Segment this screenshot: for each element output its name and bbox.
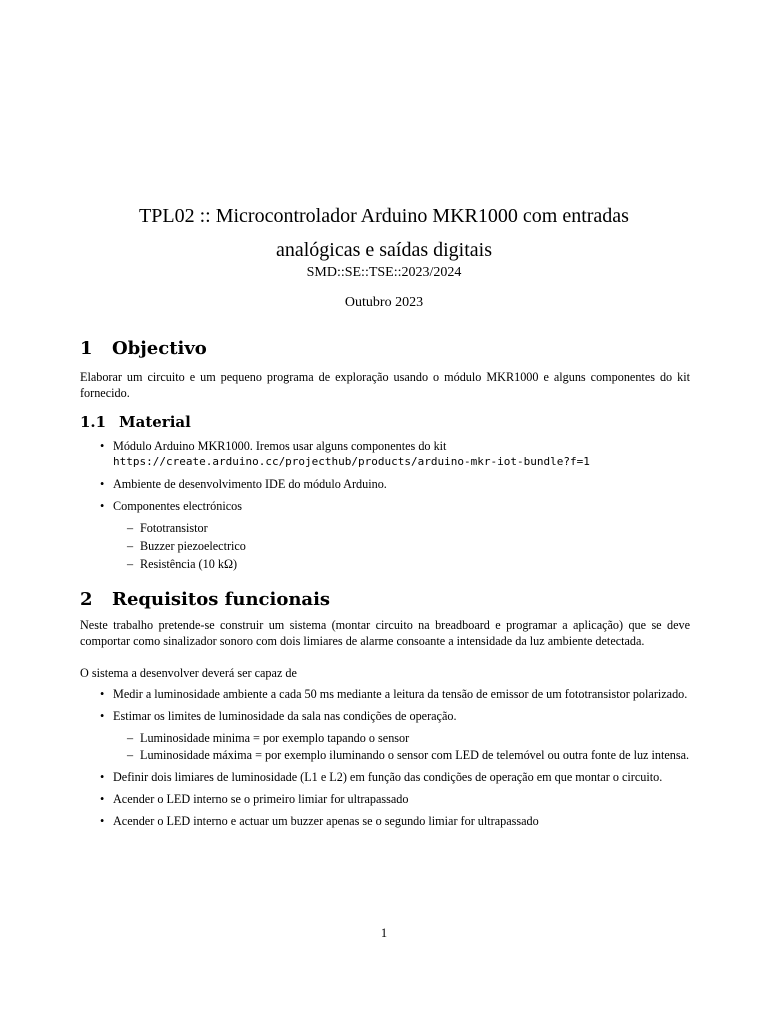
section-1-1-number: 1.1 [80,413,107,431]
component-item: – Fototransistor [80,520,690,536]
title-line-2: analógicas e saídas digitais [275,239,493,261]
document-date: Outubro 2023 [344,295,424,310]
list-item: • Estimar os limites de luminosidade da sala nas condições de operação. [80,708,690,724]
section-2-intro-2: O sistema a desenvolver deverá ser capaz de [80,666,297,680]
section-2-intro: Neste trabalho pretende-se construir um sistema (montar circuito na breadboard e programar a aplicação) que se deve comportar como sinalizador sonoro com dois limiares de alarme consoante a intensidade da luz ambiente detectada. [80,618,690,648]
section-1-number: 1 [80,338,93,359]
sub-list-item: – Luminosidade minima = por exemplo tapando o sensor [80,730,690,746]
list-item: • Acender o LED interno e actuar um buzzer apenas se o segundo limiar for ultrapassado [80,813,690,829]
list-item: • Acender o LED interno se o primeiro limiar for ultrapassado [80,791,690,807]
title-line-1: TPL02 :: Microcontrolador Arduino MKR1000 com entradas [139,205,629,227]
section-2-heading [80,589,330,610]
kit-url-link[interactable]: https://create.arduino.cc/projecthub/products/arduino-mkr-iot-bundle?f=1 [113,455,590,468]
document-title [80,199,688,267]
component-item: – Resistência (10 kΩ) [80,556,690,572]
page-number: 1 [380,926,388,940]
section-1-title: Objectivo [112,338,207,359]
course-code: SMD::SE::TSE::2023/2024 [306,265,462,280]
sub-list-item: – Luminosidade máxima = por exemplo iluminando o sensor com LED de telemóvel ou outra fonte de luz intensa. [80,747,690,763]
list-item: • Definir dois limiares de luminosidade (L1 e L2) em função das condições de operação em que montar o circuito. [80,769,690,785]
section-1-text: Elaborar um circuito e um pequeno programa de exploração usando o módulo MKR1000 e alguns componentes do kit fornecido. [80,370,690,400]
material-item-1: • Módulo Arduino MKR1000. Iremos usar alguns componentes do kit [113,439,447,453]
component-item: – Buzzer piezoelectrico [80,538,690,554]
section-1-heading [80,338,207,359]
section-1-1-heading [80,413,191,431]
requirements-list [80,686,690,829]
list-item: • Medir a luminosidade ambiente a cada 50 ms mediante a leitura da tensão de emissor de um fototransistor polarizado. [80,686,690,702]
list-item [80,438,690,470]
material-list [80,438,690,572]
list-item: • Ambiente de desenvolvimento IDE do módulo Arduino. [80,476,690,492]
list-item: • Componentes electrónicos [80,498,690,514]
section-2-title: Requisitos funcionais [112,589,331,610]
section-2-number: 2 [80,589,93,610]
section-1-1-title: Material [119,413,191,431]
